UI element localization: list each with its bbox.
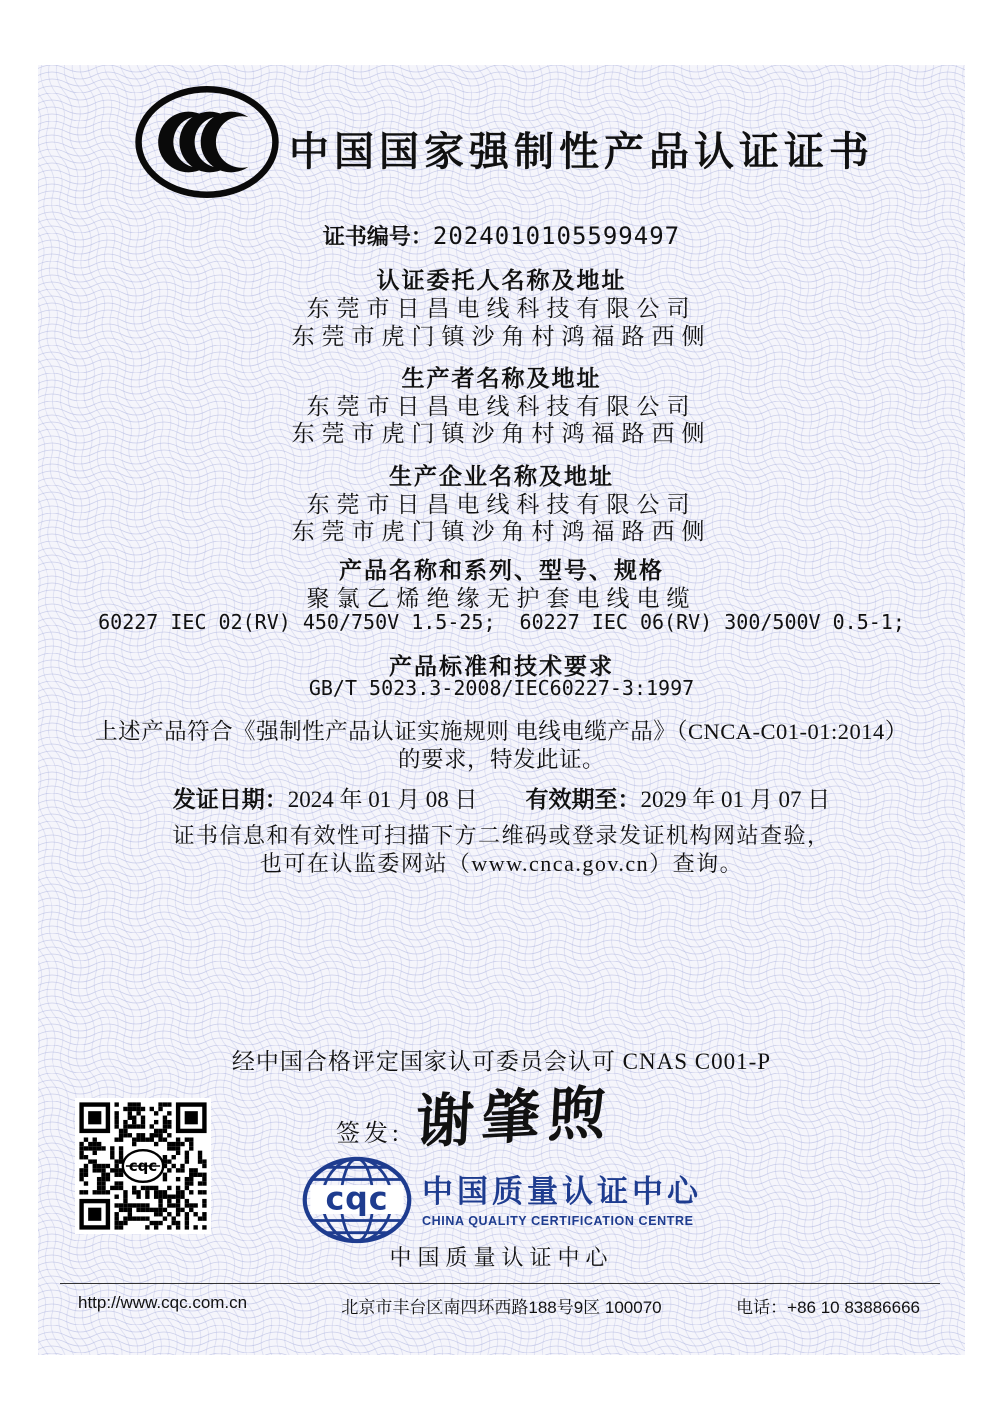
standard-heading: 产品标准和技术要求: [389, 653, 614, 679]
product-name: 聚氯乙烯绝缘无护套电线电缆: [306, 586, 697, 611]
issue-date-value: 2024 年 01 月 08 日: [287, 787, 478, 812]
verification-note-1: 证书信息和有效性可扫描下方二维码或登录发证机构网站查验，: [172, 823, 831, 848]
applicant-name: 东莞市日昌电线科技有限公司: [306, 296, 697, 321]
expiry-date-value: 2029 年 01 月 07 日: [640, 787, 831, 812]
footer: [38, 1293, 965, 1323]
qr-center-text: cqc: [128, 1156, 158, 1175]
issuer-name-cn: 中国质量认证中心: [422, 1174, 702, 1209]
issuer-block: [422, 1166, 702, 1228]
producer-heading: 生产者名称及地址: [401, 365, 602, 391]
verification-note-2: 也可在认监委网站（www.cnca.gov.cn）查询。: [259, 851, 744, 876]
sign-label: 签发:: [336, 1121, 403, 1147]
issuer-org-name: 中国质量认证中心: [389, 1245, 614, 1270]
issue-date: [173, 781, 478, 814]
producer-name: 东莞市日昌电线科技有限公司: [306, 394, 697, 419]
footer-divider: [60, 1283, 940, 1284]
issue-date-label: 发证日期：: [172, 786, 288, 812]
producer-address: 东莞市虎门镇沙角村鸿福路西侧: [291, 421, 712, 446]
statement-line-1: 上述产品符合《强制性产品认证实施规则 电线电缆产品》（CNCA-C01-01:2014）: [95, 719, 908, 744]
cqc-logo-text: cqc: [325, 1181, 389, 1218]
cqc-globe-icon: [301, 1156, 413, 1244]
expiry-date-label: 有效期至：: [525, 786, 641, 812]
applicant-address: 东莞市虎门镇沙角村鸿福路西侧: [291, 324, 712, 349]
expiry-date: [526, 781, 831, 814]
issuer-name-en: CHINA QUALITY CERTIFICATION CENTRE: [422, 1214, 694, 1228]
dates-row: [38, 781, 965, 814]
footer-phone: 电话：+86 10 83886666: [736, 1298, 920, 1317]
factory-address: 东莞市虎门镇沙角村鸿福路西侧: [291, 519, 712, 544]
standard-value: GB/T 5023.3-2008/IEC60227-3:1997: [308, 676, 695, 700]
accreditation-note: 经中国合格评定国家认可委员会认可 CNAS C001-P: [231, 1049, 772, 1074]
certificate-number: [38, 220, 965, 251]
factory-heading: 生产企业名称及地址: [389, 463, 614, 489]
footer-address: 北京市丰台区南四环西路188号9区 100070: [341, 1298, 662, 1317]
signature: 谢肇煦: [414, 1079, 616, 1156]
certificate-number-label: 证书编号：: [322, 224, 433, 249]
product-models: 60227 IEC 02(RV) 450/750V 1.5-25; 60227 IEC 06(RV) 300/500V 0.5-1;: [98, 610, 905, 634]
certificate-qr-code-icon: [75, 1098, 211, 1234]
certificate-number-value: 2024010105599497: [432, 222, 681, 250]
product-heading: 产品名称和系列、型号、规格: [339, 557, 664, 583]
factory-name: 东莞市日昌电线科技有限公司: [306, 492, 697, 517]
statement-line-2: 的要求，特发此证。: [397, 747, 605, 772]
footer-url: http://www.cqc.com.cn: [78, 1293, 248, 1312]
applicant-heading: 认证委托人名称及地址: [376, 267, 627, 293]
certificate-page: [38, 65, 965, 1355]
page-title: 中国国家强制性产品认证证书: [289, 130, 874, 174]
